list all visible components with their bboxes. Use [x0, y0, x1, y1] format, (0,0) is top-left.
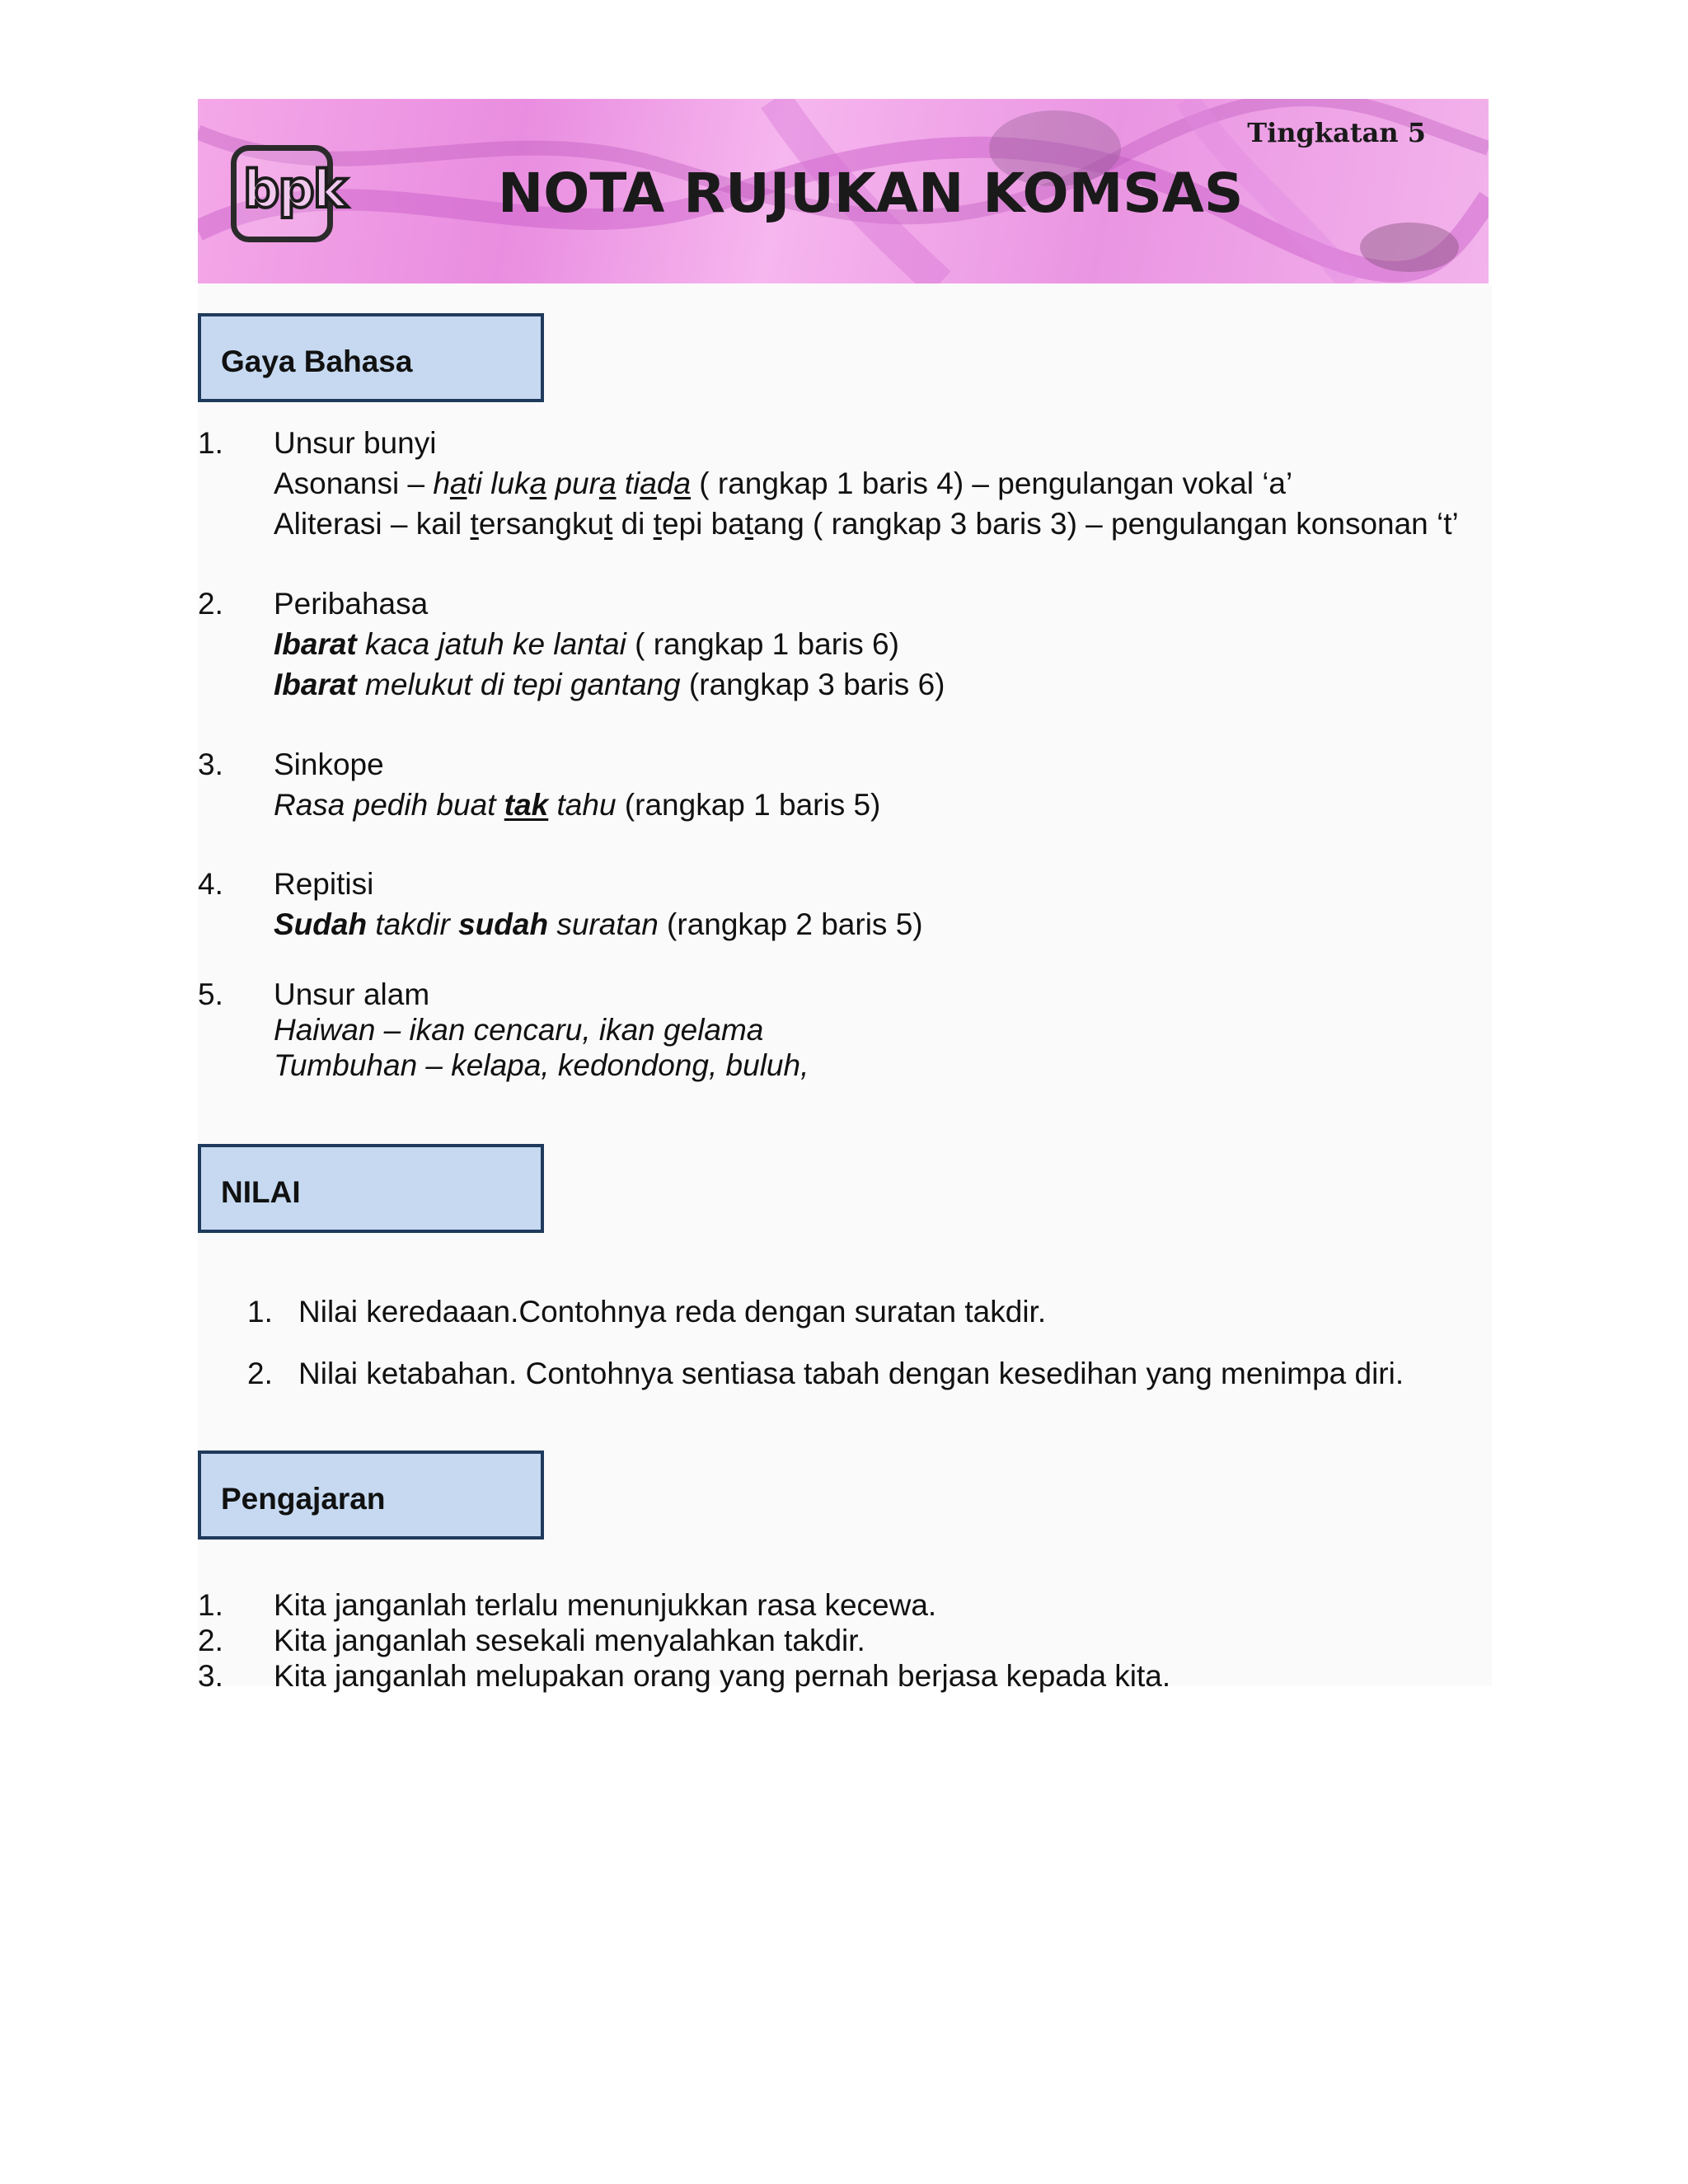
- pengajaran-number: 2.: [198, 1624, 223, 1657]
- peribahasa-line-2: Ibarat melukut di tepi gantang (rangkap 3 baris 6): [274, 668, 945, 701]
- section-title: Gaya Bahasa: [221, 344, 413, 378]
- nilai-number: 2.: [247, 1357, 273, 1390]
- aliterasi-line: Aliterasi – kail tersangkut di tepi batang ( rangkap 3 baris 3) – pengulangan konsonan ‘t’: [274, 507, 1459, 541]
- peribahasa-line-1: Ibarat kaca jatuh ke lantai ( rangkap 1 baris 6): [274, 627, 899, 661]
- item-number: 4.: [198, 867, 223, 901]
- item-heading: Peribahasa: [274, 587, 429, 621]
- pengajaran-item: Kita janganlah sesekali menyalahkan takdir.: [274, 1624, 865, 1657]
- section-header-nilai: [198, 1144, 544, 1233]
- nilai-item: Nilai ketabahan. Contohnya sentiasa tabah dengan kesedihan yang menimpa diri.: [298, 1357, 1404, 1390]
- asonansi-line: Asonansi – hati luka pura tiada ( rangkap 1 baris 4) – pengulangan vokal ‘a’: [274, 466, 1293, 500]
- section-title: NILAI: [221, 1175, 301, 1209]
- pengajaran-item: Kita janganlah melupakan orang yang pernah berjasa kepada kita.: [274, 1659, 1171, 1693]
- item-heading: Repitisi: [274, 867, 374, 901]
- bpk-logo: [231, 145, 345, 242]
- tumbuhan-line: Tumbuhan – kelapa, kedondong, buluh,: [274, 1048, 809, 1082]
- item-number: 3.: [198, 748, 223, 781]
- item-number: 2.: [198, 587, 223, 621]
- page-title: NOTA RUJUKAN KOMSAS: [498, 162, 1244, 225]
- section-header-gaya-bahasa: [198, 313, 544, 402]
- item-heading: Unsur alam: [274, 977, 430, 1011]
- header-banner: [198, 99, 1489, 284]
- pengajaran-number: 1.: [198, 1588, 223, 1622]
- pengajaran-item: Kita janganlah terlalu menunjukkan rasa kecewa.: [274, 1588, 937, 1622]
- pengajaran-number: 3.: [198, 1659, 223, 1693]
- item-heading: Sinkope: [274, 748, 384, 781]
- item-number: 1.: [198, 426, 223, 460]
- sinkope-line: Rasa pedih buat tak tahu (rangkap 1 baris 5): [274, 788, 881, 822]
- item-number: 5.: [198, 977, 223, 1011]
- section-title: Pengajaran: [221, 1482, 386, 1516]
- logo-text: bpk: [243, 159, 345, 219]
- level-label: Tingkatan 5: [1247, 117, 1426, 148]
- repitisi-line: Sudah takdir sudah suratan (rangkap 2 baris 5): [274, 907, 923, 941]
- section-header-pengajaran: [198, 1451, 544, 1540]
- item-heading: Unsur bunyi: [274, 426, 437, 460]
- nilai-item: Nilai keredaaan.Contohnya reda dengan suratan takdir.: [298, 1295, 1047, 1329]
- haiwan-line: Haiwan – ikan cencaru, ikan gelama: [274, 1013, 764, 1047]
- nilai-number: 1.: [247, 1295, 273, 1329]
